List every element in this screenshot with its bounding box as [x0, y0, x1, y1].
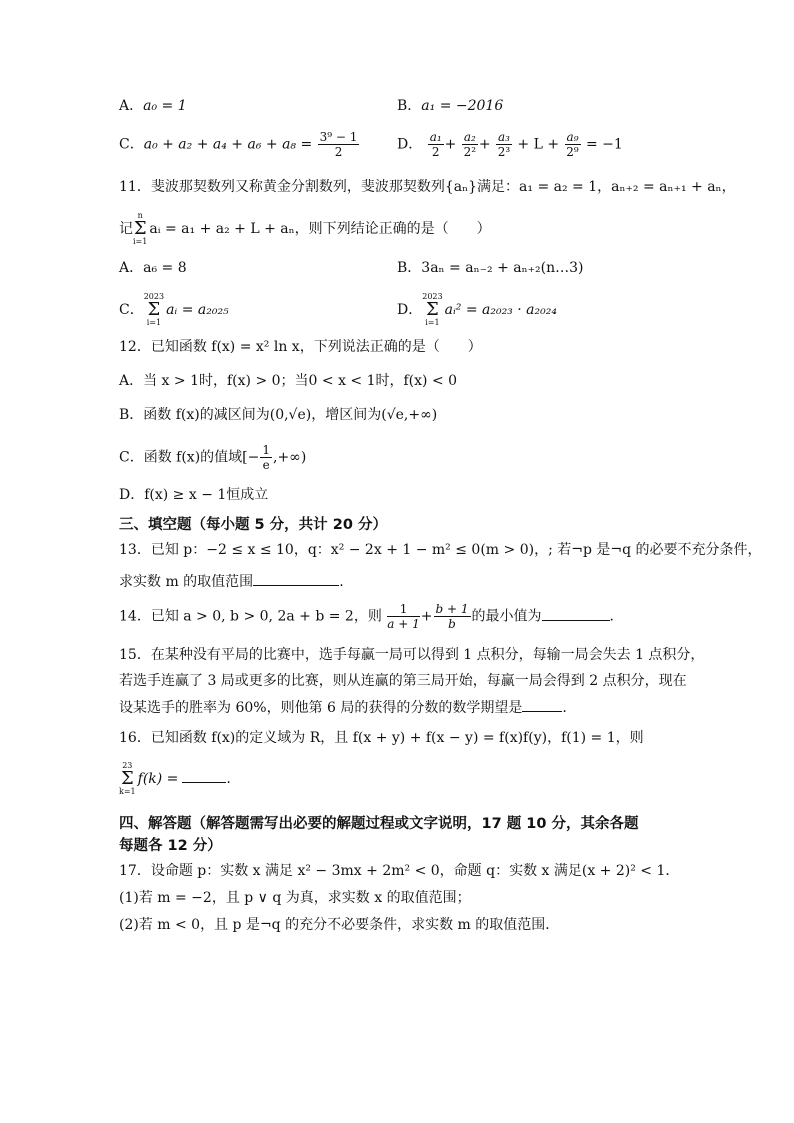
- numerator: a₁: [429, 130, 442, 144]
- option-expr: aᵢ² = a₂₀₂₃ · a₂₀₂₄: [444, 302, 557, 318]
- ellipsis-term: + L +: [517, 136, 560, 153]
- text: f(k) =: [137, 771, 179, 787]
- option-label: D．: [397, 302, 423, 318]
- numerator: a₉: [566, 130, 579, 144]
- fraction: [565, 130, 581, 159]
- sigma-sum: 23 Σ k=1: [119, 761, 136, 796]
- q17-part2: (2)若 m < 0，且 p 是¬q 的充分不必要条件，求实数 m 的取值范围．: [119, 917, 560, 933]
- answer-blank: [182, 768, 226, 783]
- numerator: 3⁹ − 1: [319, 130, 358, 144]
- numerator: 1: [262, 443, 270, 457]
- numerator: a₂: [463, 130, 476, 144]
- text: ,+∞): [273, 449, 307, 466]
- q10-option-b: [397, 96, 503, 116]
- sigma-sum: 2023 Σ i=1: [143, 292, 165, 327]
- numerator: b + 1: [435, 602, 469, 616]
- text: +: [420, 608, 433, 625]
- fraction: [434, 602, 471, 631]
- q11-option-d: [397, 293, 557, 327]
- sum-lower: i=1: [133, 237, 148, 246]
- text: aᵢ = a₁ + a₂ + L + aₙ，则下列结论正确的是（ ）: [149, 221, 491, 237]
- denominator: 2²: [463, 145, 477, 159]
- sigma-sum: 2023 Σ i=1: [422, 292, 443, 327]
- fraction: [428, 130, 444, 159]
- sigma-sum: n Σ i=1: [133, 211, 148, 246]
- option-label: A．: [119, 98, 144, 114]
- q12-stem: 12．已知函数 f(x) = x² ln x，下列说法正确的是（ ）: [119, 339, 482, 355]
- answer-blank: [522, 697, 562, 712]
- denominator: 2³: [497, 145, 511, 159]
- sum-lower: i=1: [146, 318, 162, 327]
- numerator: 1: [387, 602, 419, 617]
- denominator: 2⁹: [566, 145, 579, 159]
- option-expr: a₁ = −2016: [421, 98, 504, 114]
- q11-option-c: [119, 293, 229, 327]
- section-heading-cont: 每题各 12 分）: [119, 838, 222, 854]
- denominator: e: [262, 458, 270, 472]
- q10-option-a: [119, 96, 187, 116]
- q11-option-a: A．a₆ = 8: [119, 260, 187, 276]
- text: 的最小值为: [471, 608, 542, 625]
- fraction: [260, 443, 272, 472]
- fraction: [387, 602, 419, 631]
- q10-option-c: [119, 130, 360, 159]
- q16-line1: 16．已知函数 f(x)的定义域为 R，且 f(x + y) + f(x − y) = f(x)f(y)，f(1) = 1，则: [119, 730, 644, 746]
- section-heading: 四、解答题（解答题需写出必要的解题过程或文字说明，17 题 10 分，其余各题: [119, 816, 639, 832]
- text: 14．已知 a > 0, b > 0, 2a + b = 2，则: [119, 608, 382, 625]
- text: 记: [119, 221, 133, 237]
- option-expr: aᵢ = a₂₀₂₅: [166, 302, 229, 318]
- section-heading: 三、填空题（每小题 5 分，共计 20 分）: [119, 517, 387, 533]
- text: 求实数 m 的取值范围: [119, 574, 254, 590]
- fraction: [496, 130, 512, 159]
- q12-option-b: B．函数 f(x)的减区间为(0,√e)，增区间为(√e,+∞): [119, 407, 438, 423]
- option-expr: a₀ = 1: [143, 98, 187, 114]
- q12-option-a: A．当 x > 1时，f(x) > 0；当0 < x < 1时，f(x) < 0: [119, 373, 458, 389]
- sum-upper: 23: [122, 761, 133, 770]
- option-label: C．: [119, 302, 144, 318]
- denominator: 2: [431, 145, 440, 159]
- q15-line2: 若选手连赢了 3 局或更多的比赛，则从连赢的第三局开始，每赢一局会得到 2 点积分，现在: [119, 673, 687, 689]
- option-expr: = −1: [585, 136, 623, 153]
- sum-lower: i=1: [425, 318, 440, 327]
- q11-stem-line2: [119, 212, 491, 246]
- text: .: [226, 771, 231, 787]
- answer-blank: [253, 571, 339, 586]
- answer-blank: [542, 606, 610, 621]
- q15-line3: [119, 697, 567, 718]
- fraction: [318, 130, 360, 159]
- option-expr: a₀ + a₂ + a₄ + a₆ + a₈ =: [143, 136, 313, 153]
- numerator: a₃: [498, 130, 510, 144]
- q12-option-d: D．f(x) ≥ x − 1恒成立: [119, 487, 269, 503]
- text: C．函数 f(x)的值域[−: [119, 449, 260, 466]
- fraction: [462, 130, 478, 159]
- sum-lower: k=1: [119, 787, 136, 796]
- sum-upper: n: [137, 211, 143, 220]
- q17-stem: 17．设命题 p：实数 x 满足 x² − 3mx + 2m² < 0，命题 q：实数 x 满足(x + 2)² < 1．: [119, 863, 680, 879]
- q13-line1: 13．已知 p：−2 ≤ x ≤ 10，q：x² − 2x + 1 − m² ≤ 0(m > 0)，; 若¬p 是¬q 的必要不充分条件，: [119, 542, 762, 558]
- q14-line: [119, 602, 614, 631]
- denominator: b: [448, 617, 456, 631]
- denominator: a + 1: [387, 617, 420, 631]
- text: 设某选手的胜率为 60%，则他第 6 局的获得的分数的数学期望是: [119, 700, 523, 716]
- q13-line2: [119, 571, 344, 592]
- q16-line2: [119, 762, 231, 796]
- q12-option-c: [119, 443, 306, 472]
- option-label: B．: [397, 98, 422, 114]
- text: .: [562, 700, 567, 716]
- q10-option-d: D． $\frac{\text{a₁}}{2}$ + $\frac{\text{a₂}}{\text{2²}}$ + $\frac{\text{a₃}}{\text{2³}}$ + L + $\frac{\text{a₉}}{\text{2⁹}}$ = −1: [397, 130, 623, 159]
- sum-upper: 2023: [422, 292, 443, 301]
- text: .: [339, 574, 344, 590]
- q11-stem-line1: 11．斐波那契数列又称黄金分割数列，斐波那契数列{aₙ}满足：a₁ = a₂ = 1，aₙ₊₂ = aₙ₊₁ + aₙ，: [119, 179, 736, 195]
- text: .: [609, 608, 614, 625]
- option-label: D．: [397, 136, 423, 153]
- option-label: C．: [119, 136, 144, 153]
- q15-line1: 15．在某种没有平局的比赛中，选手每赢一局可以得到 1 点积分，每输一局会失去 1 点积分，: [119, 647, 705, 663]
- sum-upper: 2023: [143, 292, 165, 301]
- q11-option-b: B．3aₙ = aₙ₋₂ + aₙ₊₂(n…3): [397, 260, 584, 276]
- denominator: 2: [334, 145, 343, 159]
- q17-part1: (1)若 m = −2，且 p ∨ q 为真，求实数 x 的取值范围；: [119, 890, 471, 906]
